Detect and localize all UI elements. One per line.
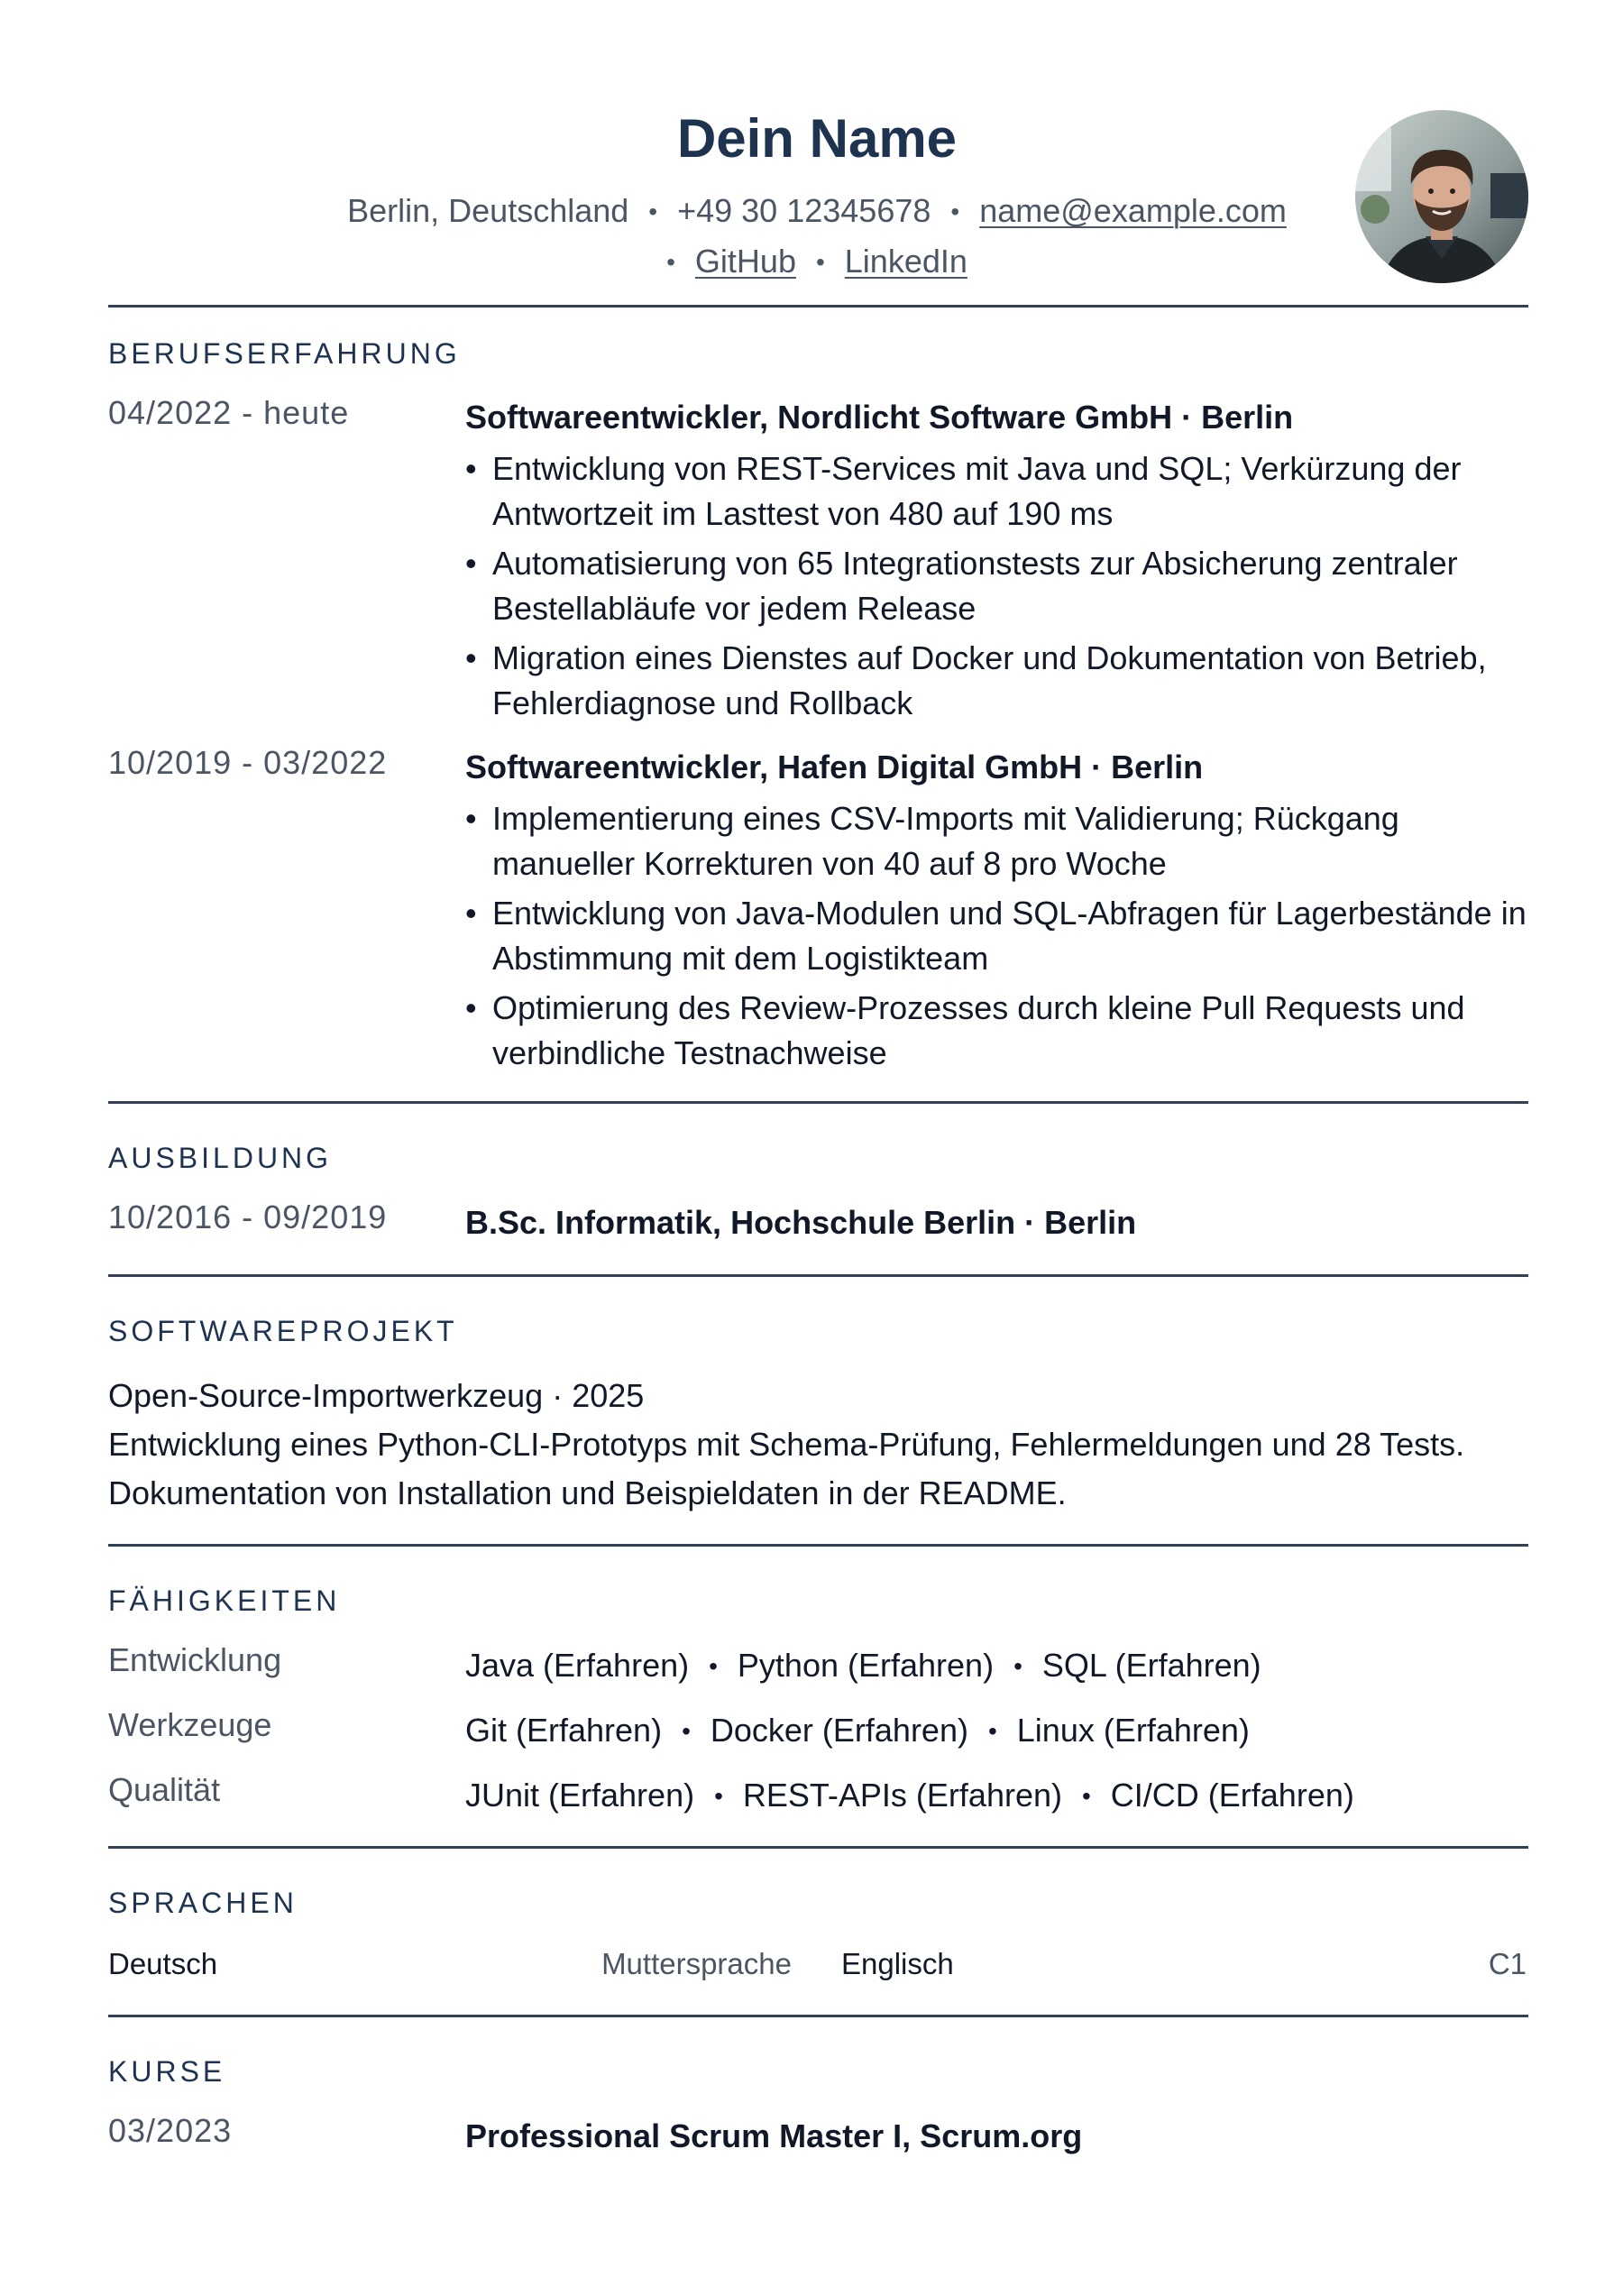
candidate-name: Dein Name <box>676 108 958 169</box>
separator-dot: • <box>714 1782 723 1810</box>
skill-list <box>465 1711 1250 1753</box>
bullet-dot: • <box>465 450 477 487</box>
education-date: 10/2016 - 09/2019 <box>108 1199 388 1235</box>
linkedin-link[interactable]: LinkedIn <box>844 243 967 280</box>
section-title-languages: SPRACHEN <box>108 1887 298 1919</box>
bullet-dot: • <box>465 800 477 837</box>
language-level: Muttersprache <box>601 1947 792 1980</box>
separator-dot: • <box>666 248 675 276</box>
skill-item: SQL (Erfahren) <box>1041 1647 1261 1684</box>
list-item <box>465 636 1529 726</box>
skill-item: JUnit (Erfahren) <box>465 1777 695 1814</box>
separator-dot: • <box>1081 1782 1091 1810</box>
section-title-courses: KURSE <box>108 2055 226 2088</box>
section-title-education: AUSBILDUNG <box>108 1142 333 1174</box>
experience-date: 10/2019 - 03/2022 <box>108 744 388 781</box>
experience-title: Softwareentwickler, Hafen Digital GmbH · Berlin <box>465 748 1204 785</box>
divider <box>108 1101 1528 1104</box>
skill-item: CI/CD (Erfahren) <box>1110 1777 1354 1814</box>
list-item <box>465 796 1529 886</box>
course-title: Professional Scrum Master I, Scrum.org <box>465 2117 1083 2154</box>
list-item <box>465 986 1529 1076</box>
bullet-dot: • <box>465 545 477 582</box>
experience-bullets <box>465 446 1529 730</box>
skill-category: Entwicklung <box>108 1641 282 1678</box>
skill-list <box>465 1646 1261 1688</box>
bullet-text: Entwicklung von REST-Services mit Java und SQL; Verkürzung der Antwortzeit im Lasttest von 480 auf 190 ms <box>492 450 1462 532</box>
experience-bullets <box>465 796 1529 1080</box>
profile-photo <box>1355 110 1528 283</box>
location: Berlin, Deutschland <box>347 192 629 229</box>
skill-item: Java (Erfahren) <box>465 1647 690 1684</box>
list-item <box>465 446 1529 537</box>
bullet-text: Automatisierung von 65 Integrationstests zur Absicherung zentraler Bestellabläufe vor jedem Release <box>492 545 1458 627</box>
bullet-text: Implementierung eines CSV-Imports mit Validierung; Rückgang manueller Korrekturen von 40 auf 8 pro Woche <box>492 800 1399 882</box>
separator-dot: • <box>1013 1652 1022 1680</box>
bullet-dot: • <box>465 989 477 1026</box>
skill-category: Werkzeuge <box>108 1706 272 1743</box>
skill-item: REST-APIs (Erfahren) <box>742 1777 1062 1814</box>
skill-category: Qualität <box>108 1771 221 1808</box>
language-name: Englisch <box>841 1947 954 1980</box>
project-title: Open-Source-Importwerkzeug · 2025 <box>108 1377 645 1414</box>
language-level: C1 <box>1488 1947 1527 1980</box>
divider <box>108 305 1528 308</box>
github-link[interactable]: GitHub <box>694 243 796 280</box>
skill-item: Docker (Erfahren) <box>710 1712 968 1749</box>
bullet-text: Optimierung des Review-Prozesses durch kleine Pull Requests und verbindliche Testnachweise <box>492 989 1465 1071</box>
separator-dot: • <box>815 248 825 276</box>
experience-date: 04/2022 - heute <box>108 394 350 431</box>
experience-title: Softwareentwickler, Nordlicht Software GmbH · Berlin <box>465 399 1294 436</box>
separator-dot: • <box>987 1717 997 1745</box>
bullet-text: Entwicklung von Java-Modulen und SQL-Abfragen für Lagerbestände in Abstimmung mit dem Logistikteam <box>492 895 1527 977</box>
skill-item: Python (Erfahren) <box>737 1647 995 1684</box>
separator-dot: • <box>950 197 960 225</box>
email-link[interactable]: name@example.com <box>979 192 1287 229</box>
project-description: Entwicklung eines Python-CLI-Prototyps mit Schema-Prüfung, Fehlermeldungen und 28 Tests. Dokumentation von Installation und Beispieldaten in der README. <box>108 1426 1465 1511</box>
section-title-experience: BERUFSERFAHRUNG <box>108 337 461 370</box>
divider <box>108 1274 1528 1277</box>
course-date: 03/2023 <box>108 2112 233 2149</box>
avatar <box>1355 110 1528 283</box>
bullet-dot: • <box>465 639 477 676</box>
divider <box>108 2015 1528 2017</box>
list-item <box>465 891 1529 981</box>
phone: +49 30 12345678 <box>677 192 931 229</box>
bullet-dot: • <box>465 895 477 932</box>
list-item <box>465 541 1529 631</box>
bullet-text: Migration eines Dienstes auf Docker und Dokumentation von Betrieb, Fehlerdiagnose und Rollback <box>492 639 1487 721</box>
separator-dot: • <box>648 197 658 225</box>
divider <box>108 1846 1528 1849</box>
section-title-project: SOFTWAREPROJEKT <box>108 1315 458 1347</box>
divider <box>108 1544 1528 1547</box>
separator-dot: • <box>709 1652 718 1680</box>
skill-list <box>465 1776 1354 1818</box>
language-name: Deutsch <box>108 1947 218 1980</box>
separator-dot: • <box>682 1717 691 1745</box>
skill-item: Git (Erfahren) <box>465 1712 663 1749</box>
education-title: B.Sc. Informatik, Hochschule Berlin · Berlin <box>465 1204 1137 1241</box>
section-title-skills: FÄHIGKEITEN <box>108 1584 341 1617</box>
skill-item: Linux (Erfahren) <box>1016 1712 1250 1749</box>
